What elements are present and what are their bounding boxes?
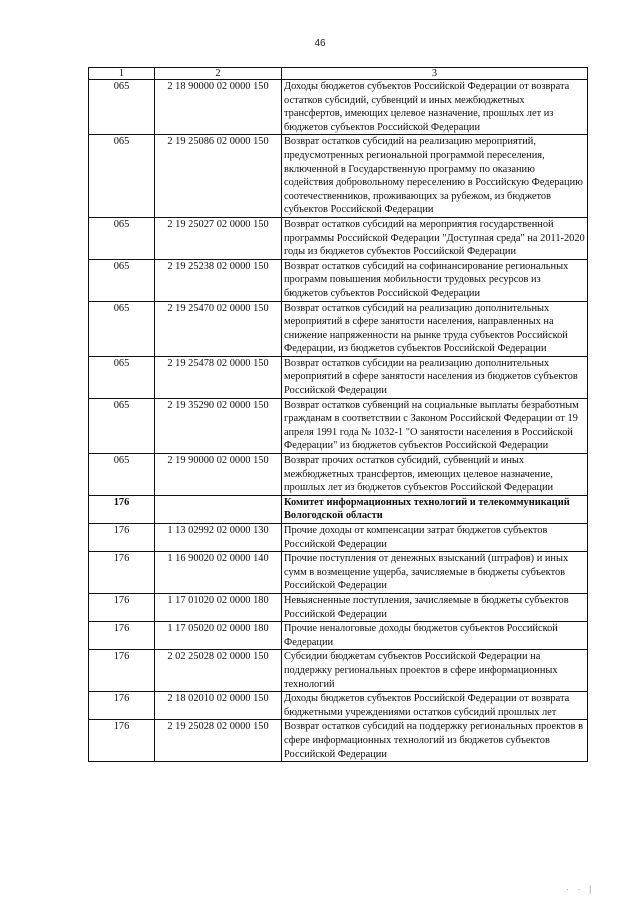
kbk-code-cell: 2 19 25028 02 0000 150 (155, 720, 282, 762)
description-cell: Возврат прочих остатков субсидий, субвенций и иных межбюджетных трансфертов, имеющих целевое назначение, прошлых лет из бюджетов субъектов Российской Федерации (282, 454, 588, 496)
kbk-code-cell: 2 19 25086 02 0000 150 (155, 135, 282, 218)
admin-code-cell: 065 (89, 454, 155, 496)
kbk-code-cell: 2 02 25028 02 0000 150 (155, 650, 282, 692)
table-row (89, 692, 588, 720)
admin-code-cell: 176 (89, 720, 155, 762)
description-cell: Возврат остатков субсидий на реализацию дополнительных мероприятий в сфере занятости населения, направленных на снижение напряженности на рынке труда субъектов Российской Федерации, из бюджетов субъектов Российской Федерации (282, 301, 588, 356)
description-cell: Доходы бюджетов субъектов Российской Федерации от возврата остатков субсидий, субвенций и иных межбюджетных трансфертов, имеющих целевое назначение, прошлых лет из бюджетов субъектов Российской Федерации (282, 80, 588, 135)
admin-code-cell: 065 (89, 301, 155, 356)
description-cell: Субсидии бюджетам субъектов Российской Федерации на поддержку региональных проектов в сфере информационных технологий (282, 650, 588, 692)
table-row (89, 259, 588, 301)
table-header-row (89, 68, 588, 80)
admin-code-cell: 065 (89, 259, 155, 301)
description-cell: Возврат остатков субвенций на социальные выплаты безработным гражданам в соответствии с Законом Российской Федерации от 19 апреля 1991 года № 1032-1 "О занятости населения в Российской Федерации" из бюджетов субъектов Российской Федерации (282, 398, 588, 453)
admin-code-cell: 176 (89, 650, 155, 692)
table-row (89, 720, 588, 762)
kbk-code-cell: 1 17 01020 02 0000 180 (155, 593, 282, 621)
column-header-3: 3 (282, 68, 588, 80)
admin-code-cell: 065 (89, 356, 155, 398)
admin-code-cell: 176 (89, 552, 155, 594)
description-cell: Невыясненные поступления, зачисляемые в бюджеты субъектов Российской Федерации (282, 593, 588, 621)
kbk-code-cell: 2 18 02010 02 0000 150 (155, 692, 282, 720)
table-row (89, 454, 588, 496)
table-row (89, 80, 588, 135)
table-row (89, 622, 588, 650)
admin-code-cell: 176 (89, 524, 155, 552)
description-cell: Возврат остатков субсидии на реализацию дополнительных мероприятий в сфере занятости населения из бюджетов субъектов Российской Федерации (282, 356, 588, 398)
description-cell: Прочие поступления от денежных взысканий (штрафов) и иных сумм в возмещение ущерба, зачисляемые в бюджеты субъектов Российской Федерации (282, 552, 588, 594)
kbk-code-cell: 2 18 90000 02 0000 150 (155, 80, 282, 135)
kbk-code-cell (155, 495, 282, 523)
description-cell: Возврат остатков субсидий на мероприятия государственной программы Российской Федерации "Доступная среда" на 2011-2020 годы из бюджетов субъектов Российской Федерации (282, 217, 588, 259)
description-cell: Возврат остатков субсидий на софинансирование региональных программ повышения мобильности трудовых ресурсов из бюджетов субъектов Российской Федерации (282, 259, 588, 301)
admin-code-cell: 176 (89, 692, 155, 720)
table-row (89, 217, 588, 259)
admin-code-cell: 065 (89, 135, 155, 218)
table-row (89, 135, 588, 218)
admin-code-cell: 176 (89, 622, 155, 650)
description-cell: Прочие доходы от компенсации затрат бюджетов субъектов Российской Федерации (282, 524, 588, 552)
kbk-code-cell: 2 19 90000 02 0000 150 (155, 454, 282, 496)
kbk-code-cell: 1 13 02992 02 0000 130 (155, 524, 282, 552)
table-row (89, 650, 588, 692)
table-row (89, 301, 588, 356)
kbk-code-cell: 2 19 35290 02 0000 150 (155, 398, 282, 453)
administrator-name-cell: Комитет информационных технологий и телекоммуникаций Вологодской области (282, 495, 588, 523)
kbk-code-cell: 2 19 25478 02 0000 150 (155, 356, 282, 398)
table-row (89, 356, 588, 398)
budget-revenue-table (88, 67, 588, 762)
admin-code-cell: 065 (89, 217, 155, 259)
column-header-2: 2 (155, 68, 282, 80)
kbk-code-cell: 2 19 25027 02 0000 150 (155, 217, 282, 259)
page-number: 46 (314, 38, 326, 49)
admin-code-cell: 176 (89, 593, 155, 621)
description-cell: Прочие неналоговые доходы бюджетов субъектов Российской Федерации (282, 622, 588, 650)
kbk-code-cell: 1 17 05020 02 0000 180 (155, 622, 282, 650)
column-header-1: 1 (89, 68, 155, 80)
table-row (89, 593, 588, 621)
description-cell: Возврат остатков субсидий на реализацию мероприятий, предусмотренных региональной программой переселения, включенной в Государственную программу по оказанию содействия добровольному переселению в Российскую Федерацию соотечественников, проживающих за рубежом, из бюджетов субъектов Российской Федерации (282, 135, 588, 218)
description-cell: Возврат остатков субсидий на поддержку региональных проектов в сфере информационных технологий из бюджетов субъектов Российской Федерации (282, 720, 588, 762)
admin-code-cell: 065 (89, 398, 155, 453)
description-cell: Доходы бюджетов субъектов Российской Федерации от возврата бюджетными учреждениями остатков субсидий прошлых лет (282, 692, 588, 720)
admin-code-cell: 176 (89, 495, 155, 523)
scan-artifact: · · | (566, 884, 595, 894)
section-header-row (89, 495, 588, 523)
kbk-code-cell: 2 19 25238 02 0000 150 (155, 259, 282, 301)
table-row (89, 552, 588, 594)
table-row (89, 524, 588, 552)
kbk-code-cell: 2 19 25470 02 0000 150 (155, 301, 282, 356)
table-row (89, 398, 588, 453)
admin-code-cell: 065 (89, 80, 155, 135)
kbk-code-cell: 1 16 90020 02 0000 140 (155, 552, 282, 594)
